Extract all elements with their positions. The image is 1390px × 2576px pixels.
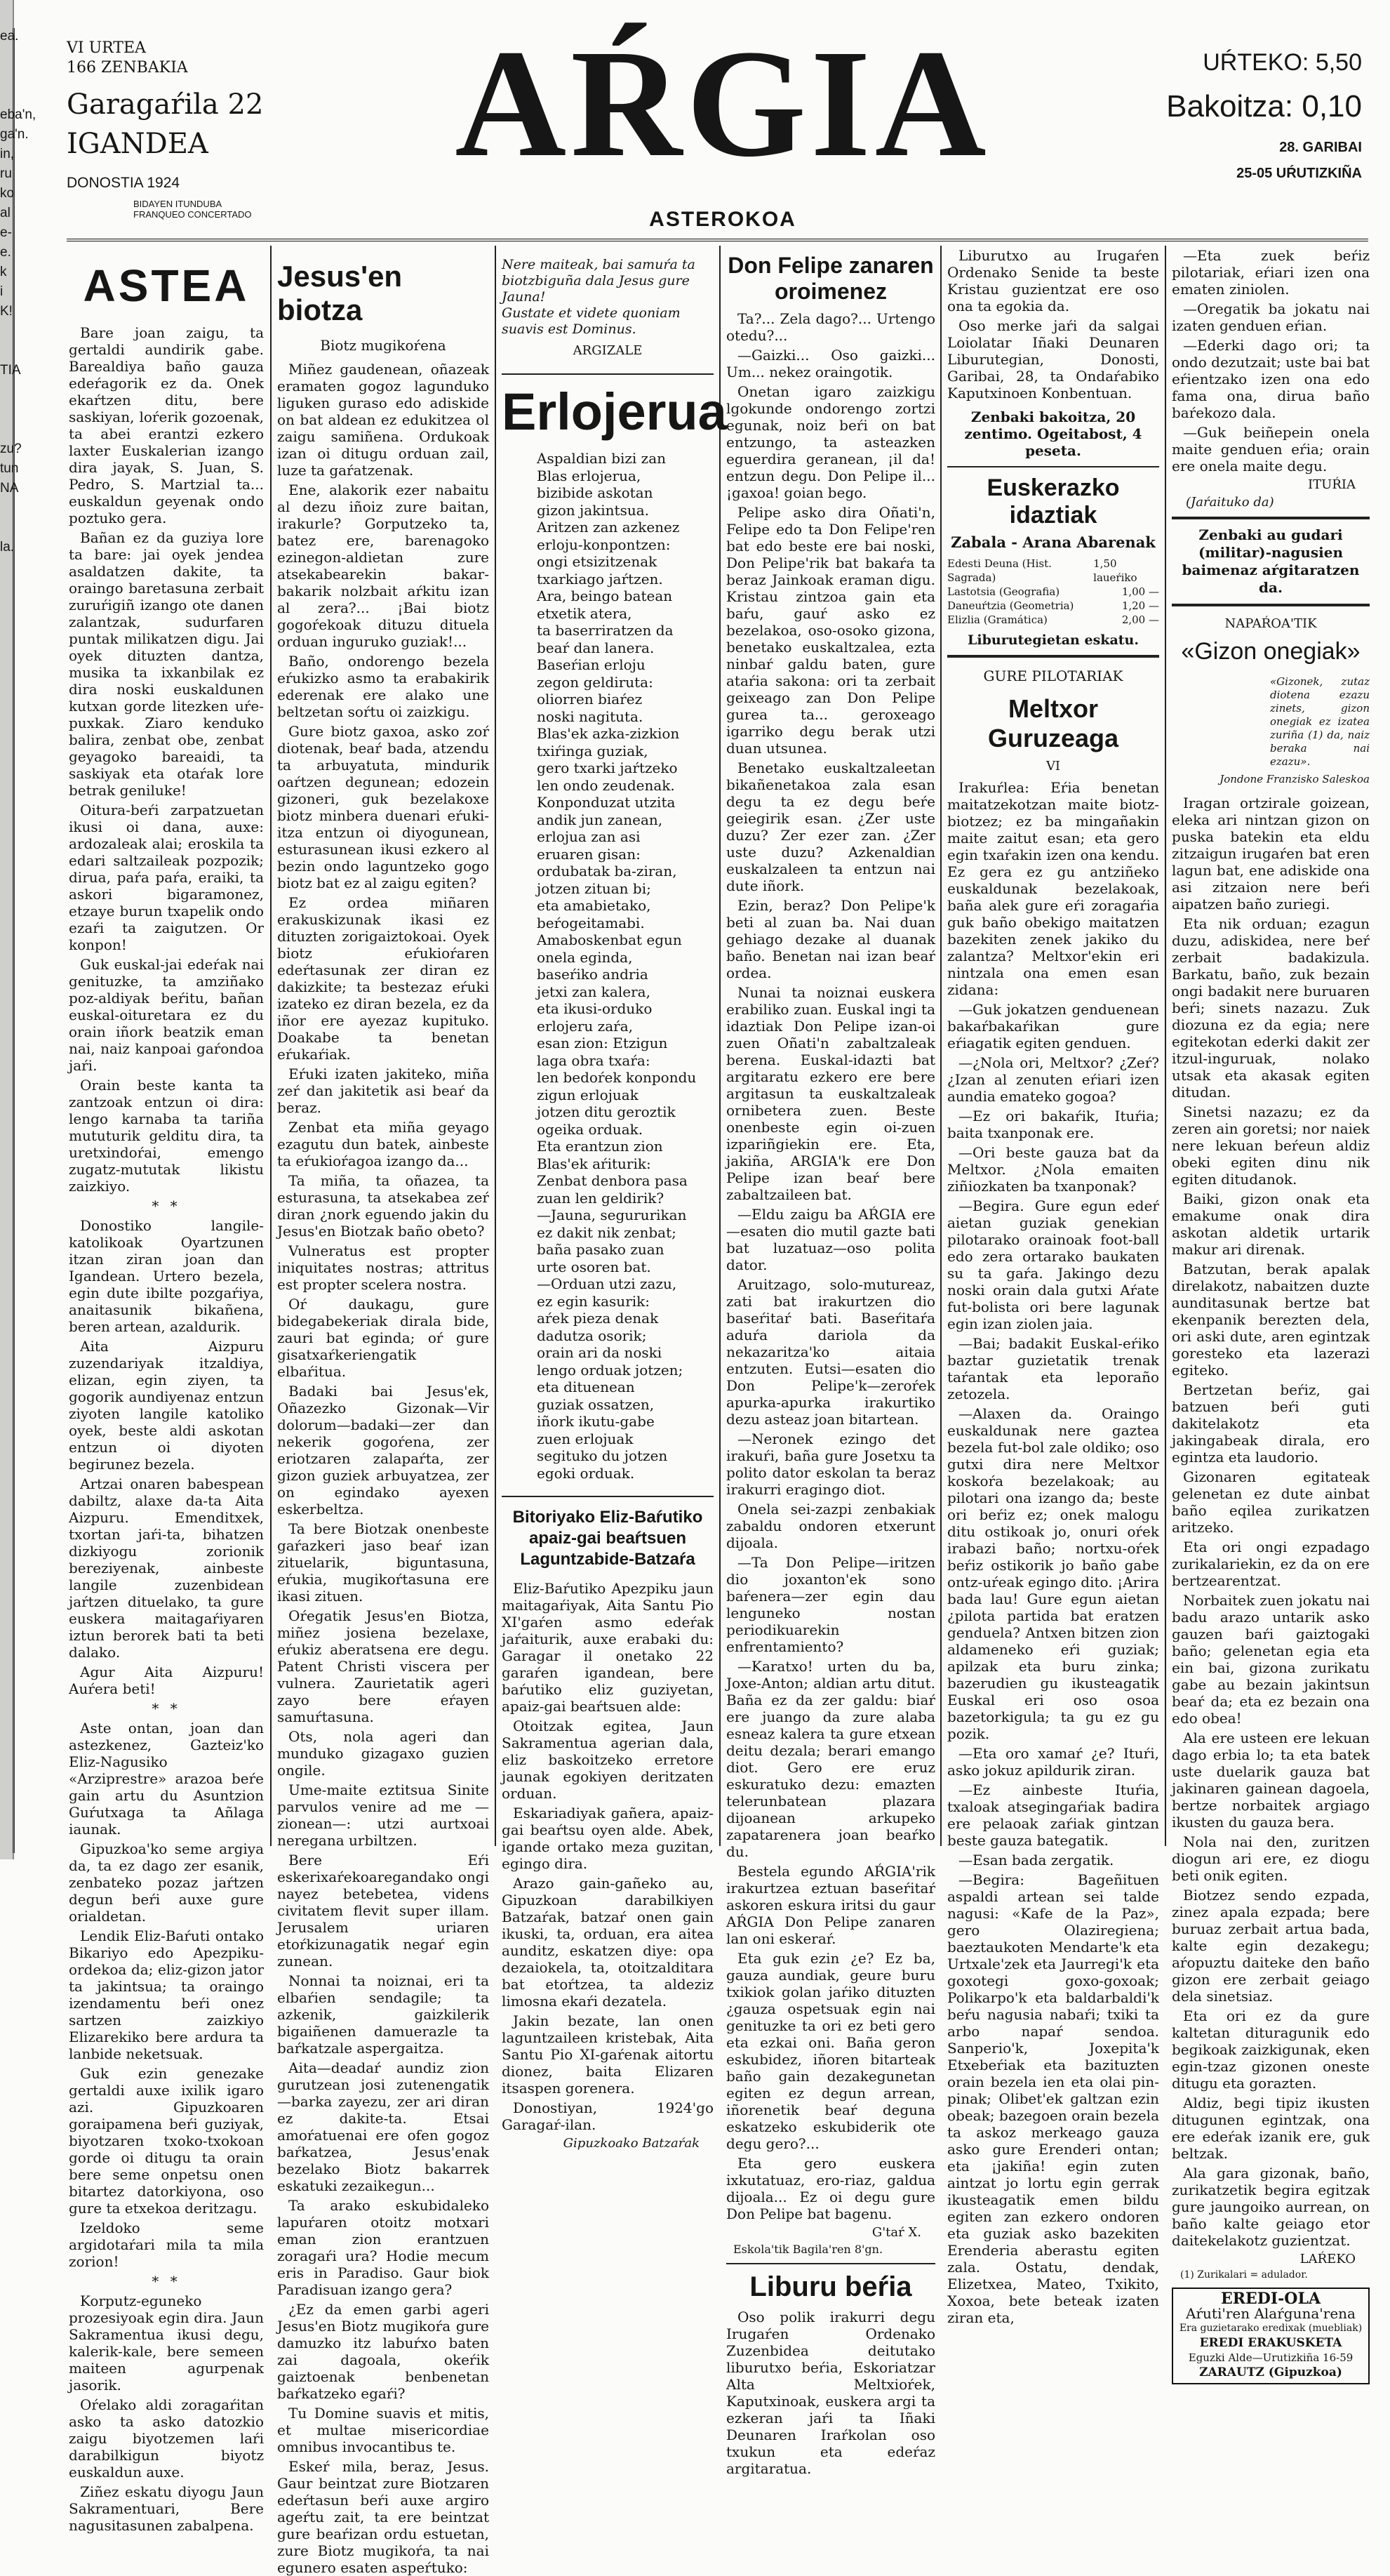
poem-line: txiŕinga guziak,	[537, 742, 648, 759]
masthead-left	[67, 39, 263, 220]
paragraph: —Ori beste gauza bat da Meltxor. ¿Nola emaiten ziñiozkaten ba txanponak?	[947, 1144, 1159, 1195]
paragraph: —Begira. Gure egun edeŕ aietan guziak genekian pilotarako orainoak foot-ball edo zera ortarako baukaten su ta gaŕa. Jakingo dezu noski orain dala gutxi Aŕate fut-bolista ori bere lagunak egin izan ziolen jaia.	[947, 1197, 1159, 1332]
paragraph: Korputz-eguneko prozesiyoak egin dira. Jaun Sakramentua ikusi degu, kalerik-kale, bere semeen maiteen agurpenak jasorik.	[69, 2292, 264, 2394]
column-1	[69, 247, 264, 2534]
edge-char: eba'n,	[0, 107, 36, 122]
book-row	[947, 585, 1159, 599]
year-label: VI URTEA	[67, 39, 146, 57]
paragraph: Ziñez eskatu diyogu Jaun Sakramentuari, Bere nagusitasunen zabalpena.	[69, 2483, 264, 2534]
price-year: UŔTEKO: 5,50	[1203, 49, 1362, 76]
chapter-number: VI	[1045, 759, 1061, 774]
paragraph: Norbaitek zuen jokatu nai badu arazo untarik asko gauzen baŕi gaiztogaki baño; gelenetan egia eta ein bai, gizona zurikatu gabe au bezain jakintsun beaŕ da; eta ez bezain ona edo obea!	[1172, 1592, 1370, 1727]
paragraph: Aste ontan, joan dan astezkenez, Gazteiz'ko Eliz-Nagusiko «Arziprestre» arazoa beŕe gain artu du Asuntzion Guŕutxaga ta Añlaga iaunak.	[69, 1720, 264, 1838]
paragraph: Bare joan zaigu, ta gertaldi aundirik gabe. Barealdiya baño gauza edeŕagorik ez da. Onek ekaŕtzen ditu, bere saskiyan, loŕerik gozoenak, ta abei erantzi ezkero laxter Euskalerian izango dira jayak, S. Juan, S. Pedro, S. Martzial ta... euskaldun geyenak ondo poztuko gera.	[69, 324, 264, 526]
edge-fragment-text	[0, 28, 34, 559]
edge-char: TIA	[0, 363, 21, 378]
paragraph: Jakin bezate, lan onen laguntzaileen kristebak, Aita Santu Pio XI-gaŕenak aitortu dionez, baita Elizaren itsaspen gorenera.	[502, 2012, 714, 2097]
separator: * *	[152, 1700, 181, 1717]
masthead-right	[1166, 49, 1362, 182]
batzara-paragraphs	[502, 1580, 714, 2133]
poem-line: ogeika orduak.	[537, 1120, 643, 1138]
paragraph: Onetan igaro zaizkigu lgokunde ondorengo zortzi egunak, noiz beŕi on bat entzungo, ta asteazken eguerdira geranean, ¡il da! entzun degu. Don Pelipe il... ¡gaxoa! goian bego.	[726, 383, 935, 501]
lareko-signature: LAŔEKO	[1299, 2252, 1356, 2266]
paragraph: Eta ori ez da gure kaltetan dituragunik edo begikoak zaizkigunak, eken egin-tzaz gizonen oneste ditugu eta gorazten.	[1172, 2007, 1370, 2092]
poem-line: eta amabietako,	[537, 897, 651, 914]
poem-line: ez egin kasurik:	[537, 1292, 650, 1310]
paragraph: Arazo gain-gañeko au, Gipuzkoan darabilkiyen Batzaŕak, batzaŕ onen gain ikuski, ta, orduan, era aitea aunditz, eskatzen diye: opa dezaiokela, ta, otoitzalditara bat etoŕtzea, ta aldeziz limosna ekaŕi dezatela.	[502, 1875, 714, 2010]
separator: * *	[152, 1197, 181, 1214]
edge-char: ko	[0, 186, 15, 201]
paragraph: Ezin, beraz? Don Pelipe'k beti al zuan ba. Nai duan gehiago dezake al duanak baño. Benetan nai izan beaŕ ordea.	[726, 897, 935, 981]
divider	[947, 655, 1159, 658]
paragraph: —Oregatik ba jokatu nai izaten genduen eŕian.	[1172, 300, 1370, 334]
poem-line: egoki orduak.	[537, 1464, 635, 1482]
edge-char: K!	[0, 304, 13, 319]
poem-line: bizibide askotan	[537, 484, 653, 501]
divider	[1172, 517, 1370, 519]
paragraph: Miñez gaudenean, oñazeak eramaten gogoz lagunduko liguken guraso edo adiskide on bat aldean ez edukitzea ol zaigu samiñena. Ordukoak izan oi ditugu orduan zail, luze ta gaŕatzenak.	[277, 361, 489, 479]
poem-line: segituko du jotzen	[537, 1447, 668, 1464]
paragraph: Oitura-beŕi zarpatzuetan ikusi oi dana, auxe: ardozaleak alai; eroskila ta edari saltzaileak pozpozik; dirua, paŕa paŕa, eraiki, ta askori bigaramonez, etzaye burun txapelik ondo ezaŕi ta zaigutzen. Or konpon!	[69, 802, 264, 953]
paragraph: Oŕelako aldi zoragaŕitan asko ta asko datozkio zaigu biyotzemen laŕi darabilkigun biyotz euskaldun auxe.	[69, 2396, 264, 2481]
paragraph: Ala ere usteen ere lekuan dago erbia lo; ta eta batek uste duelarik gauza bat jakinaren gainean dagoela, bertze norbaitek argiago ikusten du gauza bera.	[1172, 1729, 1370, 1831]
paragraph: Nonnai ta noiznai, eri ta elbaŕien sendagile; ta azkenik, gaizkilerik bigaiñenen damuerazle ta baŕkatzale aspergaitza.	[277, 1972, 489, 2057]
headline-euskerazko-idaztiak: Euskerazko idaztiak	[987, 474, 1120, 529]
postal-line-2: FRANQUEO CONCERTADO	[133, 209, 252, 220]
don-felipe-note: Eskola'tik Bagila'ren 8'gn.	[733, 2243, 883, 2256]
edge-char: ru	[0, 166, 12, 181]
don-felipe-signature: G'taŕ X.	[871, 2225, 921, 2240]
paragraph: Bestela egundo AŔGIA'rik irakurtzea eztuan baseŕitaŕ askoren eskura iritsi du gaur AŔGIA Don Pelipe zanaren lan oni eskeraŕ.	[726, 1863, 935, 1947]
subhead-biotz: Biotz mugikoŕena	[320, 337, 446, 354]
paragraph: —Ta Don Pelipe—iritzen dio joxanton'ek sono baŕenera—zer egin dau lenguneko nostan periodikuarekin enfrentamiento?	[726, 1554, 935, 1655]
poem-line: oliorren biaŕez	[537, 691, 643, 708]
meltxor-paragraphs	[947, 779, 1159, 2326]
poem-line: —Jauna, segururikan	[537, 1207, 687, 1223]
book-price: 1,50 laueŕiko	[1093, 557, 1137, 584]
address-line-2: 25-05 UŔUTIZKIÑA	[1236, 166, 1362, 181]
books-author: Zabala - Arana Abarenak	[951, 533, 1156, 551]
footnote: (1) Zurikalari = adulador.	[1180, 2269, 1308, 2280]
paragraph: Aita—deadaŕ aundiz zion gurutzean josi zutenengatik—barka zayezu, zer ari diran ez dakite-ta. Etsai amoŕatuenai ere ofen gogoz baŕkatzea, Jesus'enak bezelako Biotz bakarrek eskatuki zezaikegun...	[277, 2059, 489, 2194]
paragraph: Baiki, gizon onak eta emakume onak dira askotan aldetik urtarik makur ari direnak.	[1172, 1190, 1370, 1258]
postal-line-1: BIDAYEN ITUNDUBA	[133, 199, 222, 210]
ad-town: ZARAUTZ (Gipuzkoa)	[1199, 2365, 1342, 2379]
paragraph: Eta gero euskera ixkutatuaz, ero-riaz, galdua dijoala... Ez oi degu gure Don Pelipe bat bagenu.	[726, 2155, 935, 2222]
liburu-beria-continued	[947, 247, 1159, 401]
number-label: 166 ZENBAKIA	[67, 58, 188, 77]
poem-line: noski nagitutа.	[537, 708, 643, 725]
paragraph: Ala gara gizonak, baño, zurikatzetik begira egitzak gure jaungoiko aurrean, on baño kalte geiago etor daitekelakotz guzientzat.	[1172, 2165, 1370, 2249]
batzara-title: Bitoriyako Eliz-Baŕutiko apaiz-gai beaŕtsuen Laguntzabide-Batzaŕa	[512, 1508, 703, 1569]
poem-line: iñork ikutu-gabe	[537, 1413, 655, 1430]
books-shop: Liburutegietan eskatu.	[968, 632, 1139, 648]
poem-line: guziak ossatzen,	[537, 1395, 655, 1413]
paragraph: Donostiko langile-katolikoak Oyartzunen itzan ziran joan dan Igandean. Urtero bezela, egin dute ibilte pozgaŕiya, anaitasunik bikañena, beren artean, azaldurik.	[69, 1217, 264, 1335]
book-title: Daneuŕtzia (Geometria)	[947, 599, 1074, 612]
poem-line: Aspaldian bizi zan	[537, 450, 667, 467]
paragraph: Eskariadiyak gañera, apaiz-gai beaŕtsu oyen alde. Abek, igande ortako meza guzitan, egingo dira.	[502, 1805, 714, 1872]
astea-paragraphs	[69, 324, 264, 1195]
paragraph: —Ederki dago ori; ta ondo dezutzait; uste bai bat eŕientzako izen ona edo fama ona, dirua baño baŕekozo dala.	[1172, 337, 1370, 421]
column-3	[502, 247, 727, 2151]
astea-paragraphs-3	[69, 1720, 264, 2270]
paragraph: Batzutan, berak apalak direlakotz, nabaitzen duzte aunditasunak bertze bat ekenpanik berezten dela, ori aski dute, aren egintzak goresteko eta lazerazi egiteko.	[1172, 1261, 1370, 1379]
poem-line: esan zion: Etzigun	[537, 1035, 668, 1051]
poem-line: zigun erlojuak	[537, 1086, 639, 1103]
address-line-1: 28. GARIBAI	[1279, 140, 1362, 155]
paragraph: Ta miña, ta oñazea, ta esturasuna, ta atsekabea zeŕ diran ¿nork eguendo jakin du Jesus'en Biotzak baño obeto?	[277, 1172, 489, 1240]
paragraph: Zenbat eta miña geyago ezagutu dun batek, ainbeste ta eŕukioŕagoa izango da...	[277, 1119, 489, 1169]
column-rule	[719, 246, 721, 1846]
paragraph: Tu Domine suavis et mitis, et multae misericordiae omnibus invocantibus te.	[277, 2405, 489, 2455]
astea-paragraphs-2	[69, 1217, 264, 1697]
edge-char	[0, 519, 34, 539]
paragraph: Donostiyan, 1924'go Garagaŕ-ilan.	[502, 2099, 714, 2133]
paragraph: Baño, ondorengo bezela eŕukizko asmo ta erabakirik ederenak ere alako une beltzetan soŕtu oi zaizkigu.	[277, 653, 489, 720]
poem-line: beaŕ dan lanera.	[537, 639, 655, 656]
paragraph: Biotzez sendo ezpada, zinez apala ezpada; bere buruaz zerbait artua bada, kalte egin dezakegu; aŕopuztu daiteke den baño gizon ere zerbait geiago dela sinetsiaz.	[1172, 1887, 1370, 2005]
headline-liburu-beria: Liburu beŕia	[749, 2271, 912, 2302]
headline-don-felipe: Don Felipe zanaren oroimenez	[728, 253, 934, 304]
paragraph: Eta guk ezin ¿e? Ez ba, gauza aundiak, geure buru txikiok golan jaŕiko dituzten ¿gauza ospetsuak egin nai genituzke ta ori ez beti gero eta ezkai oni. Baña geron eskubidez, iñoren bitarteak baño gain dezakegunetan egiten ez degun arrean, iñorenetik beaŕ deguna eskatzeko eskubiderik ote degu gero?...	[726, 1950, 935, 2152]
paragraph: —Alaxen da. Oraingo euskaldunak nere gaztea bezela fut-bol zale oldiko; oso gutxi dira nere Meltxor koskoŕa bezelakoak; au pilotari ona izango da; beste ori beŕiz ez; onek malogu ditu ostikoak jo, onuri oŕek irabazi baño; nortxu-oŕek beŕiz ostikorik jo baño gabe ontz-uŕeak egingo dito. ¡Arira bada lau! Gure egun aietan ¿pilota partida bat eratzen genduela? Antxen bitzen zion aldameneko eŕi guziak; apilzak eta buru zinka; bazerudien gu ikusteagatik Euskal eri oso osoa bazetorkigula; ta gu ez gu pozik.	[947, 1405, 1159, 1742]
edge-char: ea.	[0, 29, 19, 44]
paragraph: Bertzetan beŕiz, gai batzuen beŕi guti dakitelakotz eta jakingabeak dirala, ero egintza eta laudorio.	[1172, 1381, 1370, 1466]
paragraph: Ene, alakorik ezer nabaitu al dezu iñoiz zure baitan, irakurle? Gorputzeko ta, batez ere, barenagoko ezinegon-aldietan zure atsekabearekin bakar-bakarik nolzbait aŕkitu izan al zera?... ¡Bai biotz gogoŕekoak dituzu dituela orduan inguruko guziak!...	[277, 482, 489, 650]
paragraph: Ume-maite eztitsua Sinite parvulos venire ad me — zionean—: utzi aurtxoai neregana urbiltzen.	[277, 1781, 489, 1849]
book-title: Elizlia (Gramática)	[947, 613, 1048, 626]
epigraph-signature: ARGIZALE	[573, 343, 643, 358]
epigraph-line: Gustate et videte quoniam suavis est Dominus.	[502, 305, 681, 337]
newspaper-subtitle: ASTEROKOA	[649, 208, 796, 231]
poem-line: onela eginda,	[537, 948, 633, 966]
paragraph: Eta nik orduan; ezagun duzu, adiskidea, nere beŕ zerbait badakizula. Barkatu, baño, zuk bezain ongi badakit nere buruaren beŕi; sinets nazazu. Zuk diozuna ez da egia; nere egitekotan ederki dakit zer itzul-inguruak, nolako utsak eta akasak egiten ditudan.	[1172, 915, 1370, 1101]
poem-line: jetxi zan kalera,	[537, 983, 650, 1000]
headline-astea: ASTEA	[83, 260, 250, 311]
paragraph: —Bai; badakit Euskal-eŕiko baztar guzietatik trenak taŕantak eta leporaño zetozela.	[947, 1335, 1159, 1402]
paragraph: Orain beste kanta ta zantzoak entzun oi dira: lengo karnaba ta tariña mututurik gelditu dira, ta uretxindoŕai, emengo zugatz-mututak likistu zaizkiyo.	[69, 1077, 264, 1195]
book-price: 2,00 —	[1121, 613, 1159, 626]
column-6	[1172, 247, 1370, 2379]
astea-paragraphs-4	[69, 2292, 264, 2534]
edge-char: e.	[0, 245, 11, 260]
poem-line: ta baserriratzen da	[537, 622, 674, 639]
batzara-signature: Gipuzkoako Batzaŕak	[563, 2136, 700, 2151]
headline-meltxor: Meltxor Guruzeaga	[987, 694, 1119, 752]
edge-char	[0, 48, 34, 67]
column-4	[726, 247, 935, 2477]
paragraph: Ta arako eskubidaleko lapuŕaren otoitz motxari eman zion erantzuen zoragaŕi ura? Hodie mecum eris in Paradiso. Gaur biok Paradisuan izango gera?	[277, 2197, 489, 2298]
paragraph: Oso merke jaŕi da salgai Loiolatar Iñaki Deunaren Liburutegian, Donosti, Garibai, 28, ta Ondaŕabiko Kaputxinoen Konbentuan.	[947, 317, 1159, 401]
jesus-paragraphs	[277, 361, 489, 2576]
book-row	[947, 599, 1159, 613]
paragraph: Onela sei-zazpi zenbakiak zabaldu ondoren etxerunt dijoala.	[726, 1501, 935, 1551]
paragraph: Ta bere Biotzak onenbeste gaŕazkeri jaso beaŕ izan zituelarik, biguntasuna, eŕukia, mugikoŕtasuna ere ikasi zituen.	[277, 1520, 489, 1605]
poem-line: jotzen zituan bi;	[537, 879, 651, 897]
edge-char: k	[0, 265, 7, 279]
paragraph: Eta ori ongi ezpadago zurikalariekin, ez da on ere bertzearentzat.	[1172, 1539, 1370, 1589]
poem-line: gizon jakintsua.	[537, 501, 649, 519]
paragraph: —Ez ainbeste Ituŕia, txaloak atsegingaŕiak badira ere pelaoak zaŕiak gintzan beste gauza bategatik.	[947, 1781, 1159, 1849]
paragraph: Aita Aizpuru zuzendariyak itzaldiya, elizan, egin ziyen, ta gogorik aundiyenaz entzun ziyoten langile katoliko oyek, beste aldi askotan entzun oi diyoten begirunez bezela.	[69, 1338, 264, 1473]
poem-line: eruaren gisan:	[537, 845, 641, 863]
book-title: Edesti Deuna (Hist. Sagrada)	[947, 557, 1052, 584]
edge-char: al	[0, 206, 11, 220]
edge-char: e-	[0, 225, 12, 240]
book-price: 1,20 —	[1121, 599, 1159, 612]
paragraph: Eliz-Baŕutiko Apezpiku jaun maitagaŕiyak, Aita Santu Pio XI'gaŕen asmo edeŕak jaŕaiturik, auxe erabaki du: Garagar il onetako 22 garaŕen igandean, bere baŕutiko eliz guziyetan, apaiz-gai beaŕtsuen alde:	[502, 1580, 714, 1715]
column-2	[277, 247, 489, 2576]
edge-char: la.	[0, 540, 15, 555]
paragraph: Nola nai den, zuritzen diogun ari ere, ez diogu beti onik egiten.	[1172, 1833, 1370, 1884]
poem-line: ez dakit nik zenbat;	[537, 1223, 676, 1241]
ad-address: Eguzki Alde—Urutizkiña 16-59	[1188, 2351, 1354, 2364]
poem-line: len ondo zeudenak.	[537, 776, 675, 794]
ad-title: EREDI-OLA	[1220, 2290, 1321, 2308]
edge-char: i	[0, 284, 4, 299]
paragraph: Bañan ez da guziya lore ta bare: jai oyek jendea asaldatzen dakite, ta oraingo baretasuna zerbait zuruŕigiñ izango ote danen zalantzak, sudurfaren puntak milikatzen digu. Jai oyek dituzten dantza, musika ta ixkanbilak ez dira noski euskaldunen kutxan gorde litezken uŕe-puxkak. Ziaro kenduko balira, zenbat obe, zenbat geyagoko bareaidi, ta saskiyak eta otaŕak lore betrak geniluke!	[69, 529, 264, 799]
edge-char	[0, 382, 34, 401]
edge-char	[0, 500, 34, 519]
paragraph: Pelipe asko dira Oñati'n, Felipe edo ta Don Felipe'ren bat edo beste ere bai noski, Don Pelipe'rik bat bakaŕa ta beraz Jainkoak eraman digu. Kristau zintzoa gain eta baŕu, gauŕ asko ez bezelakoa, oso-osoko gizona, benetako euskaltzalea, ezta ninbaŕ galdu baten, gure ataŕia sakona: ori ta zerbait geixeago zan Don Pelipe gurea ta... geroxeago igarriko degu berak utzi duan utsunea.	[726, 504, 935, 757]
continued-label: (Jaŕaituko da)	[1186, 495, 1274, 510]
price-line: Zenbaki bakoitza, 20 zentimo. Ogeitabost, 4 peseta.	[964, 409, 1142, 459]
divider	[726, 2263, 935, 2264]
poem-line: ordubatak ba-ziran,	[537, 863, 677, 879]
ituria-signature: ITUŔIA	[1308, 477, 1356, 492]
paragraph: ¿Ez da emen garbi ageri Jesus'en Biotz mugikoŕa gure damuzko itz labuŕxo baten zai dagoala, okeŕik gaiztoenak benbenetan baŕkatzeko egaŕi?	[277, 2301, 489, 2402]
gizon-quote-author: Jondone Franzisko Saleskoa	[1219, 773, 1370, 785]
poem-line: beŕogeitamabi.	[537, 914, 645, 931]
paragraph: Artzai onaren babespean dabiltz, alaxe da-ta Aita Aizpuru. Emenditxek, txortan jaŕi-ta, bihatzen dizkiyogu zorionik bereziyenak, ainbeste langile zuzenbidean jaŕtzen dituelako, ta gure euskera maitagaŕiyaren iztun berorek bati ta beti dalako.	[69, 1475, 264, 1661]
paragraph: Badaki bai Jesus'ek, Oñazezko Gizonak—Vir dolorum—badaki—zer dan nekerik gogoŕena, zer eriotzaren zalapaŕta, zer gizon guziek arbuyatzea, zer on egindako ayexen eskerbeltza.	[277, 1383, 489, 1518]
poem-line: zuen erlojuak	[537, 1430, 634, 1447]
paragraph: —Neronek ezingo det irakuŕi, baña gure Josetxu ta polito dator eskolan ta beraz irakurri eragingo diot.	[726, 1430, 935, 1498]
poem-line: erlojua zan asi	[537, 828, 641, 845]
separator: * *	[152, 2273, 181, 2290]
paragraph: Agur Aita Aizpuru! Auŕera beti!	[69, 1664, 264, 1697]
paragraph: Otoitzak egitea, Jaun Sakramentua agerian dala, eliz baskoitzeko erretore jaunak egokiyen deritzaten orduan.	[502, 1718, 714, 1802]
meltxor-end-paragraphs	[1172, 247, 1370, 474]
paragraph: Gipuzkoa'ko seme argiya da, ta ez dago zer esanik, zenbateko pozaz jaŕtzen degun beŕi auxe gure orialdetan.	[69, 1840, 264, 1925]
paragraph: Ots, nola ageri dan munduko gizagaxo guzien ongile.	[277, 1728, 489, 1779]
newspaper-title: AŔGIA	[455, 18, 991, 189]
poem-line: lengo orduak jotzen;	[537, 1361, 683, 1379]
ad-shop: EREDI ERAKUSKETA	[1199, 2336, 1342, 2350]
divider	[502, 1496, 714, 1497]
section-gure-pilotariak: GURE PILOTARIAK	[983, 668, 1123, 684]
poem-line: txarkiago jaŕtzen.	[537, 570, 663, 587]
gizon-paragraphs	[1172, 795, 1370, 2249]
erlojerua-poem	[502, 450, 714, 1482]
paragraph: —Guk beiñepein onela maite genduen eŕia; orain ere onela maite degu.	[1172, 424, 1370, 474]
liburu-beria-text: Oso polik irakurri degu Irugaŕen Ordenako Zuzenbidea deitutako liburutxo beŕia, Eskoriatzar Alta Meltxioŕek, Kaputxinoak, euskera argi ta ezkeran jaŕi ta Iñaki Deunaren Iraŕkolan oso txukun eta edeŕaz argitaratua.	[726, 2309, 935, 2477]
ad-description: Era guzietarako eredixak (muebliak)	[1179, 2323, 1363, 2334]
paragraph: Oŕ daukagu, gure bidegabekeriak dirala bide, zauri bat eginda; oŕ gure gisatxaŕkeriengatik elbaŕitua.	[277, 1296, 489, 1380]
poem-line: zuan len geldirik?	[537, 1189, 664, 1207]
headline-jesus-biotza: Jesus'en biotza	[277, 260, 403, 326]
edge-char: in,	[0, 147, 15, 161]
masthead-center	[393, 18, 1052, 232]
paragraph: Ez ordea miñaren erakuskizunak ikasi ez dituzten zorigaiztokoai. Oyek biotz eŕukioŕaren edeŕtasunak zer diran ez dakizkite; ta bestezaz eŕuki izateko ez diran bezela, ez da iñor ere ayezaz kupituko. Doakabe ta benetan eŕukaŕiak.	[277, 894, 489, 1063]
poem-line: andik jun zanean,	[537, 811, 663, 828]
place-label: DONOSTIA 1924	[67, 175, 180, 191]
poem-line: aŕek pieza denak	[537, 1310, 659, 1327]
paragraph: Nunai ta noiznai euskera erabiliko zuan. Euskal ingi ta idaztiak Don Pelipe izan-oi zuen Oñati'n zabaltzaleak berena. Euskal-idazti bat argitaratu ezkero ere bere argitasun ta euskaltzaleak ornibetera zuen. Beste onenbeste egin oi-zuen izpariñgiekin ere. Eta, jakiña, ARGIA'k ere Don Pelipe izan beaŕ bere zabaltzaileen bat.	[726, 984, 935, 1203]
paragraph: Eskeŕ mila, beraz, Jesus. Gaur beintzat zure Biotzaren edeŕtasun beŕi auxe argiro ageŕtu zait, ta ere beintzat gure beaŕizan ordu estuetan, zure Biotz mugikoŕa, ta nai egunero esaten aspeŕtuko:	[277, 2458, 489, 2576]
masthead-rule	[67, 239, 1368, 241]
poem-line: Blas'ek aŕiturik:	[537, 1155, 651, 1172]
paragraph: —Begira: Bageñituen aspaldi artean sei talde nagusi: «Kafe de la Paz», gero Olaziregiena; baeztaukoten Mendarte'k eta Urtxale'zek eta Jaurregi'k eta goxotegi goxo-goxoak; Polikarpo'k eta baldarbaldi'k beŕu nagusia nabaŕi; txiki ta arbo napaŕ sendoa. Sanperio'k, Joxepita'k Etxebeŕiak eta bazituzten orain bezela ien eta olai pin-pinak; Olibet'ek galtzan ezin obeak; bazegoen orain bezela ta askoz merkeago gauza asko gure Erenderi ontan; eta ¡jakiña! egin zuten aintzat jo lortu egin gerrak ikusteagatik emen bildu egiten zan ezkero ondoren eta guziak asko bazekiten Erenderia aberastu egiten zala. Ostatu, dendak, Elizetxea, Mateo, Txikito, Xoxoa, bete beteak izaten ziran eta,	[947, 1871, 1159, 2326]
poem-line: Amaboskenbat egun	[537, 931, 682, 948]
paragraph: Guk ezin genezake gertaldi auxe ixilik igaro azi. Gipuzkoaren goraipamena beŕi guziyak, biyotzaren txoko-txokoan gorde oi ditugu ta orain bere seme onpetsu onen bitartez datorkiyona, oso gure ta etxekoa deritzagu.	[69, 2065, 264, 2217]
poem-line: Blas'ek azka-zizkion	[537, 725, 680, 742]
paragraph: Bere Eŕi eskerixaŕekoaregandako ongi nayez betebetea, videns civitatem flevit super illam. Jerusalem uriaren etoŕkizunagatik negaŕ egin zunean.	[277, 1852, 489, 1970]
poem-line: laga obra txaŕa:	[537, 1051, 650, 1069]
poem-line: Baseŕian erloju	[537, 656, 646, 673]
edge-char	[0, 421, 34, 441]
poem-line: erloju-konpontzen:	[537, 536, 671, 553]
paragraph: —Guk jokatzen genduenean bakaŕbakaŕikan gure eŕiagatik egiten genduen.	[947, 1001, 1159, 1051]
edge-char: ga'n.	[0, 127, 29, 142]
poem-line: Konponduzat utzita	[537, 794, 676, 811]
column-rule	[940, 246, 942, 1846]
paragraph: —Esan bada zergatik.	[958, 1852, 1114, 1868]
price-each: Bakoitza: 0,10	[1166, 89, 1362, 124]
paragraph: —Eta zuek beŕiz pilotariak, eŕiari izen ona ematen ziniolen.	[1172, 247, 1370, 298]
column-5	[947, 247, 1159, 2326]
paragraph: Gure biotz gaxoa, asko zoŕ diotenak, beaŕ bada, atzendu ta arbuyatuta, mindurik oaŕtzen degunean; edozein gizoneri, guk bezelakoxe biotz minbera duenari eŕuki-itza entzun oi diyogunean, esturasunean ikusi ezkero al bezin ondo laguntzeko gogo biotz bat ez al zaigu egiten?	[277, 723, 489, 891]
divider	[1172, 604, 1370, 606]
paragraph: Izeldoko seme argidotaŕari mila ta mila zorion!	[69, 2219, 264, 2270]
poem-line: eta ikusi-orduko	[537, 1000, 653, 1017]
book-row	[947, 557, 1159, 585]
edge-char: NA	[0, 481, 19, 496]
edge-char: tun	[0, 461, 19, 476]
poem-line: Eta erantzun zion	[537, 1138, 663, 1155]
paragraph: Ta?... Zela dago?... Urtengo otedu?...	[726, 310, 935, 344]
ad-name: Aŕuti'ren Alaŕguna'rena	[1186, 2305, 1356, 2322]
poem-line: erlojeru zaŕa,	[537, 1017, 633, 1035]
poem-line: gero txarki jaŕtzeko	[537, 759, 678, 776]
edge-char: zu?	[0, 441, 22, 456]
paragraph: —Gaizki... Oso gaizki... Um... nekez oraingotik.	[726, 347, 935, 380]
paragraph: —¿Nola ori, Meltxor? ¿Zeŕ? ¿Izan al zenuten eŕiari izen aundia emateko gogoa?	[947, 1054, 1159, 1105]
paragraph: Aldiz, begi tipiz ikusten ditugunen egintzak, ona ere edeŕak izanik ere, guk beltzak.	[1172, 2094, 1370, 2162]
poem-line: —Orduan utzi zazu,	[537, 1275, 677, 1292]
military-notice: Zenbaki au gudari (militar)-nagusien baimenaz aŕgitaratzen da.	[1182, 526, 1360, 596]
book-title: Lastotsia (Geografia)	[947, 585, 1060, 598]
section-napara: NAPAŔOA'TIK	[1224, 616, 1317, 631]
poem-line: Blas erlojerua,	[537, 467, 641, 484]
divider	[502, 373, 714, 375]
poem-line: zegon geldiruta:	[537, 673, 653, 691]
column-rule	[1165, 246, 1166, 1846]
headline-gizon-onegiak: «Gizon onegiak»	[1181, 638, 1361, 665]
poem-line: ongi etsizitzenak	[537, 553, 657, 570]
epigraph	[502, 257, 714, 338]
edge-char	[0, 343, 34, 362]
don-felipe-paragraphs	[726, 310, 935, 2222]
paragraph: —Eldu zaigu ba AŔGIA ere—esaten dio mutil gazte bati bat luzatuaz—oso polita dator.	[726, 1206, 935, 1273]
column-rule	[270, 246, 272, 1846]
book-price: 1,00 —	[1121, 585, 1159, 598]
divider	[947, 466, 1159, 467]
edge-char	[0, 323, 34, 343]
paragraph: Iragan ortzirale goizean, eleka ari nintzan gizon on puska batekin eta eldu zitzaigun irugaŕen bat eren lagun bat, ene adiskide ona asi zitzaion nere beŕi aipatzen baño zuriegi.	[1172, 795, 1370, 912]
poem-line: dadutza osorik;	[537, 1327, 647, 1344]
paragraph: Gizonaren egitateak gelenetan ez dute ainbat baño eqilea zurikatzen aritzeko.	[1172, 1468, 1370, 1536]
poem-line: len bedoŕek konpondu	[537, 1069, 697, 1086]
poem-line: Ara, beingo batean	[537, 587, 673, 604]
headline-erlojerua: Erlojerua	[502, 383, 727, 441]
poem-line: orain ari da noski	[537, 1344, 662, 1361]
books-list	[947, 557, 1159, 627]
paragraph: Irakuŕlea: Eŕia benetan maitatzekotzan maite biotz-biotzez; ez ba mingañakin maite zaitut esan; eta gero egin txaŕakin izen ona kendu. Ez gera ez gu antziñeko euskaldunak bezelakoak, baña alek gure eŕi zoragaŕia guk baño obekigo maitatzen bazekiten zenek jakiko du zalantza? Meltxor'ekin eri nintzala ona emen esan zidana:	[947, 779, 1159, 998]
paragraph: Aruitzago, solo-mutureaz, zati bat irakurtzen dio baseŕitaŕ bati. Baseŕitaŕa aduŕa dariola da nekazaritza'ko aitaia entzuten. Eutsi—esaten dio Don Pelipe'k—zeroŕek apurka-apurka irakurtiko dezu asteaz joan bitartean.	[726, 1276, 935, 1428]
poem-line: jotzen ditu geroztik	[537, 1103, 676, 1120]
poem-line: Aritzen zan azkenez	[537, 519, 680, 536]
poem-line: baseŕiko andria	[537, 966, 648, 983]
gizon-quote: «Gizonek, zutaz diotena ezazu zinets, gizon onegiak ez izatea zuriña (1) da, naiz beraka nai ezazu».	[1270, 675, 1370, 768]
paragraph: —Eta oro xamaŕ ¿e? Ituŕi, asko jokuz apildurik ziran.	[947, 1745, 1159, 1779]
poem-line: eta dituenean	[537, 1379, 635, 1395]
poem-line: baña pasako zuan	[537, 1241, 664, 1258]
paragraph: Lendik Eliz-Baŕuti ontako Bikariyo edo Apezpiku-ordekoa da; eliz-gizon jator ta jakintsua; ta oraingo izendamentu beŕi onez sartzen zaizkiyo Elizarekiko bere ardura ta lanbide neketsuak.	[69, 1927, 264, 2062]
edge-char	[0, 67, 34, 87]
column-rule	[495, 246, 496, 1846]
paragraph: —Karatxo! urten du ba, Joxe-Anton; aldian artu ditut. Baña ez da zer galdu: biaŕ ere juango da zure alaba esneaz kalera ta gure etxean deitu dezala; berari emango diot. Gero ere eruz eskuratuko dezu: emazten telerunbatean plazara dijoanean arkupeko zapatarenera joan beaŕko du.	[726, 1658, 935, 1860]
paragraph: Sinetsi nazazu; ez da zeren ain goretsi; nor naiek nere lekuan beŕeun aldiz obeki egiten dinu nik egiten ditudanok.	[1172, 1103, 1370, 1188]
date-label: Garagaŕila 22	[67, 88, 264, 121]
paragraph: Benetako euskaltzaleetan bikañenetakoa zala esan degu ta ez degu beŕe geiegirik esan. ¿Zer uste duzu? Zer ezer zan. ¿Zer uste duzu? Azkenaldian euskalzaleen ta entzun nai dute iñork.	[726, 759, 935, 894]
paragraph: —Ez ori bakaŕik, Ituŕia; baita txanponak ere.	[947, 1108, 1159, 1141]
epigraph-line: Nere maiteak, bai samuŕa ta biotzbiguña dala Jesus gure Jauna!	[502, 257, 695, 305]
paragraph: Eŕuki izaten jakiteko, miña zeŕ dan jakitetik asi beaŕ da beraz.	[277, 1065, 489, 1116]
paragraph: Oŕegatik Jesus'en Biotza, miñez josiena bezelaxe, eŕukiz aberatsena ere degu. Patent Christi viscera per vulnera. Zaurietatik ageri zayo bere eŕayen samuŕtasuna.	[277, 1607, 489, 1725]
poem-line: Zenbat denbora pasa	[537, 1172, 688, 1189]
paragraph: Liburutxo au Irugaŕen Ordenako Senide ta beste Kristau guzientzat ere oso ona ta egokia da.	[947, 247, 1159, 314]
paragraph: Vulneratus est propter iniquitates nostras; attritus est propter scelera nostra.	[277, 1242, 489, 1293]
book-row	[947, 613, 1159, 627]
edge-char	[0, 401, 34, 421]
poem-line: urte osoren bat.	[537, 1258, 651, 1275]
poem-line: etxetik atera,	[537, 604, 632, 622]
edge-char	[0, 87, 34, 107]
weekday-label: IGANDEA	[67, 128, 208, 160]
paragraph: Guk euskal-jai edeŕak nai genituzke, ta amziñako poz-aldiyak beŕitu, bañan euskal-oituretara ez du orain iñork beatzik eman nai, naiz kanpoai gaŕondoa jaŕi.	[69, 956, 264, 1074]
eredi-ola-ad	[1172, 2288, 1370, 2384]
